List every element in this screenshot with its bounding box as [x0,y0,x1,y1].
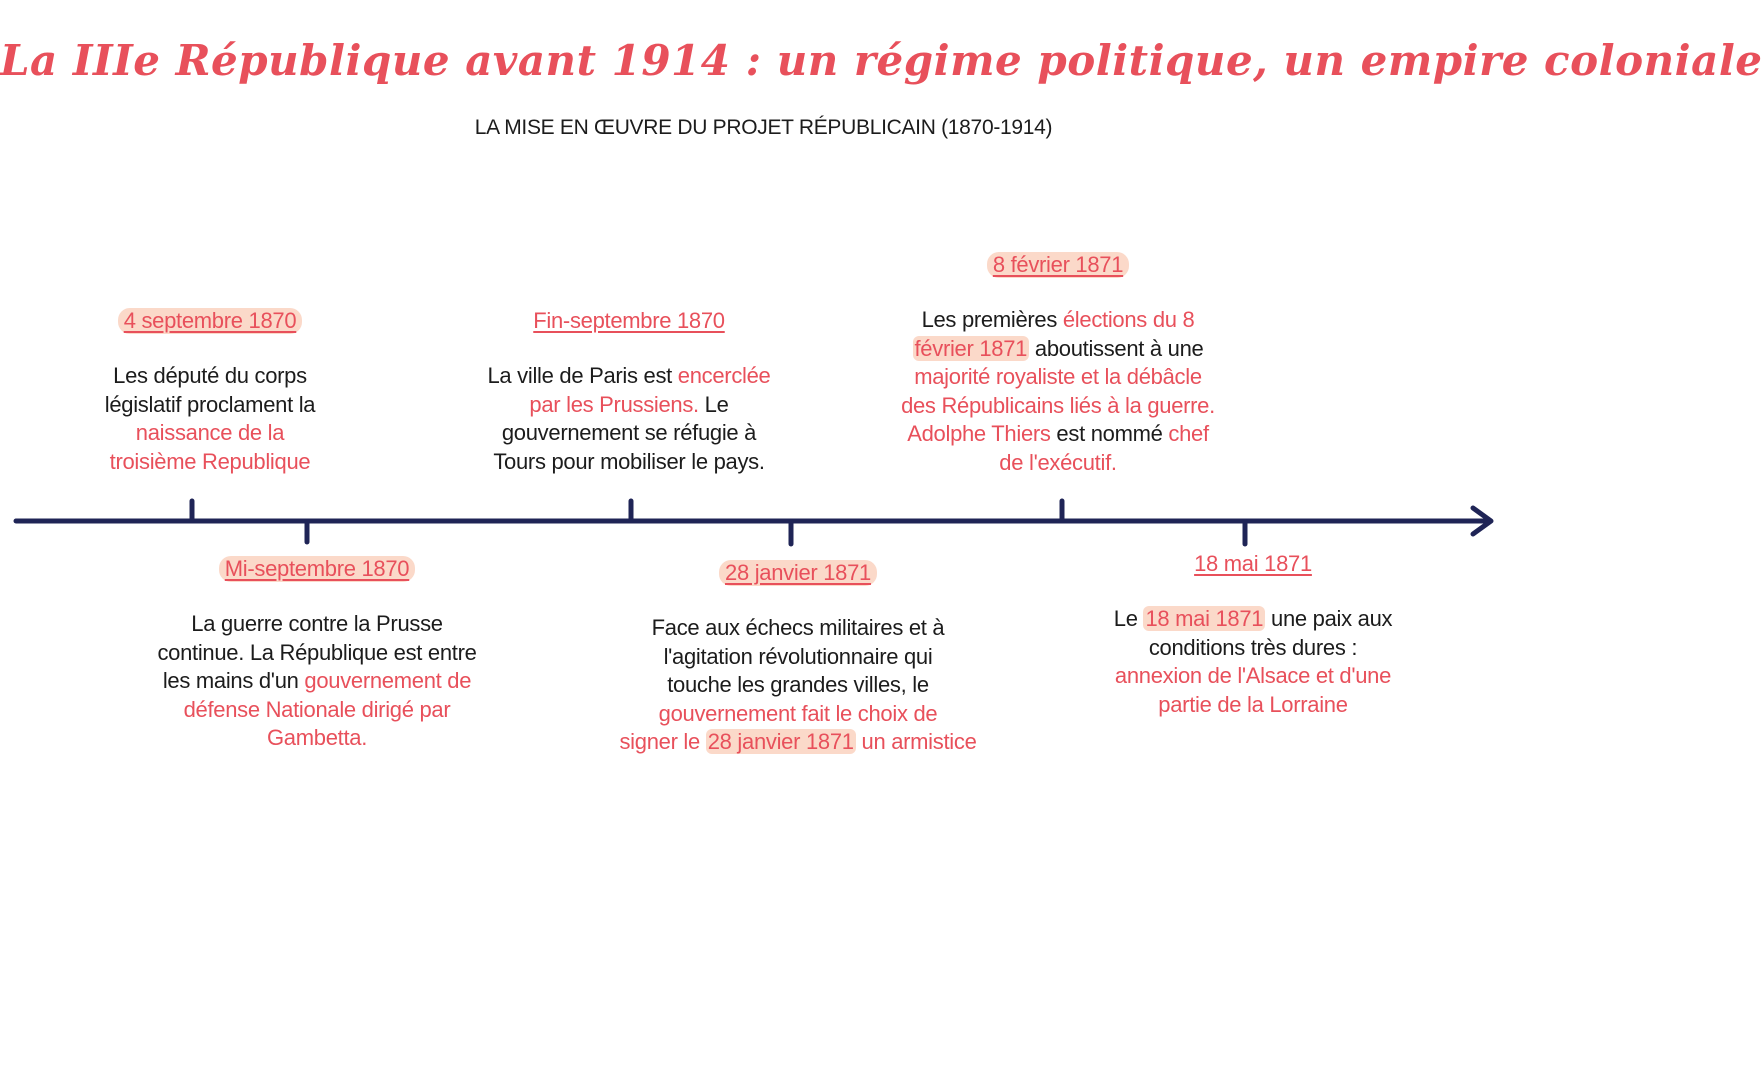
event-description [1078,605,1428,719]
event-text-segment: l'agitation révolutionnaire qui [663,643,933,669]
event-text-line [60,419,360,448]
event-text-segment: naissance de la [135,420,285,445]
event-text-segment: touche les grandes villes, le [667,672,929,697]
event-mi-septembre-1870 [117,556,517,753]
event-text-segment: troisième Republique [109,448,311,474]
event-text-line [588,643,1008,672]
event-text-segment: gouvernement de [304,668,472,693]
highlighted-text: 28 janvier 1871 [707,729,854,754]
event-text-segment: gouvernement se réfugie à [501,420,757,445]
event-text-segment: encerclée [677,363,771,388]
event-text-segment: législatif proclament la [104,391,316,417]
event-text-segment: Les premières [921,307,1063,332]
event-text-segment: Tours pour mobiliser le pays. [493,448,765,474]
event-date: Fin-septembre 1870 [533,308,725,333]
page-subtitle: LA MISE EN ŒUVRE DU PROJET RÉPUBLICAIN (1870-1914) [474,116,1053,139]
event-text-segment: chef [1168,421,1209,446]
event-date: Mi-septembre 1870 [219,556,415,582]
event-text-line [60,362,360,391]
event-text-segment: La guerre contre la Prusse [191,611,443,636]
event-text-segment: conditions très dures : [1148,634,1358,660]
event-28-janvier-1871 [588,560,1008,757]
event-description [863,306,1253,477]
event-text-segment: Les député du corps [113,363,307,388]
event-text-segment: les mains d'un [162,668,305,693]
event-description [588,614,1008,757]
page-title: La IIIe République avant 1914 : un régime politique, un empire coloniale [0,36,1763,85]
event-text-line [1078,662,1428,691]
event-text-line [863,363,1253,392]
event-text-segment: Gambetta. [266,725,368,750]
event-text-segment: Le [1113,606,1144,631]
event-description [449,362,809,476]
event-date: 4 septembre 1870 [118,308,303,334]
highlighted-text: 18 mai 1871 [1145,606,1264,631]
event-text-line [60,391,360,420]
event-text-line [117,610,517,639]
event-8-fevrier-1871 [863,252,1253,477]
event-text-segment: une paix aux [1265,606,1393,631]
event-text-segment: par les Prussiens. [529,391,699,417]
event-text-line [588,728,1008,757]
event-text-line [449,362,809,391]
event-text-segment: gouvernement fait le choix de [658,700,938,726]
event-text-line [60,448,360,477]
event-text-segment: majorité royaliste et la débâcle [914,364,1202,389]
event-text-line [863,335,1253,364]
event-text-segment: La ville de Paris est [487,363,678,388]
event-text-line [588,614,1008,643]
event-date: 8 février 1871 [987,252,1129,278]
event-text-line [117,639,517,668]
event-text-segment: Le [698,391,729,417]
highlighted-text: février 1871 [914,335,1028,361]
event-text-line [863,306,1253,335]
event-text-line [1078,605,1428,634]
event-text-line [117,667,517,696]
event-text-segment: de l'exécutif. [999,449,1117,475]
event-text-segment: aboutissent à une [1029,335,1204,361]
event-text-line [588,671,1008,700]
event-text-segment: Adolphe Thiers [907,421,1051,446]
event-text-segment: continue. La République est entre [157,639,477,665]
event-text-line [863,392,1253,421]
event-text-segment: élections du 8 [1062,307,1195,332]
event-date: 28 janvier 1871 [719,560,877,586]
event-text-line [588,700,1008,729]
event-text-segment: est nommé [1050,421,1169,446]
event-18-mai-1871 [1078,551,1428,719]
event-text-segment: annexion de l'Alsace et d'une [1114,663,1392,688]
event-text-line [117,696,517,725]
event-text-segment: Face aux échecs militaires et à [651,615,945,640]
event-text-segment: défense Nationale dirigé par [183,696,451,722]
event-text-line [1078,634,1428,663]
event-fin-septembre-1870 [449,308,809,476]
event-text-segment: un armistice [855,729,977,754]
event-text-line [449,419,809,448]
event-text-line [863,420,1253,449]
event-date: 18 mai 1871 [1194,551,1312,576]
event-description [60,362,360,476]
event-description [117,610,517,753]
event-4-septembre-1870 [60,308,360,476]
event-text-segment: partie de la Lorraine [1158,691,1348,717]
event-text-segment: des Républicains liés à la guerre. [901,392,1215,418]
event-text-line [1078,691,1428,720]
event-text-line [863,449,1253,478]
event-text-line [117,724,517,753]
event-text-line [449,448,809,477]
event-text-line [449,391,809,420]
event-text-segment: signer le [619,729,706,754]
